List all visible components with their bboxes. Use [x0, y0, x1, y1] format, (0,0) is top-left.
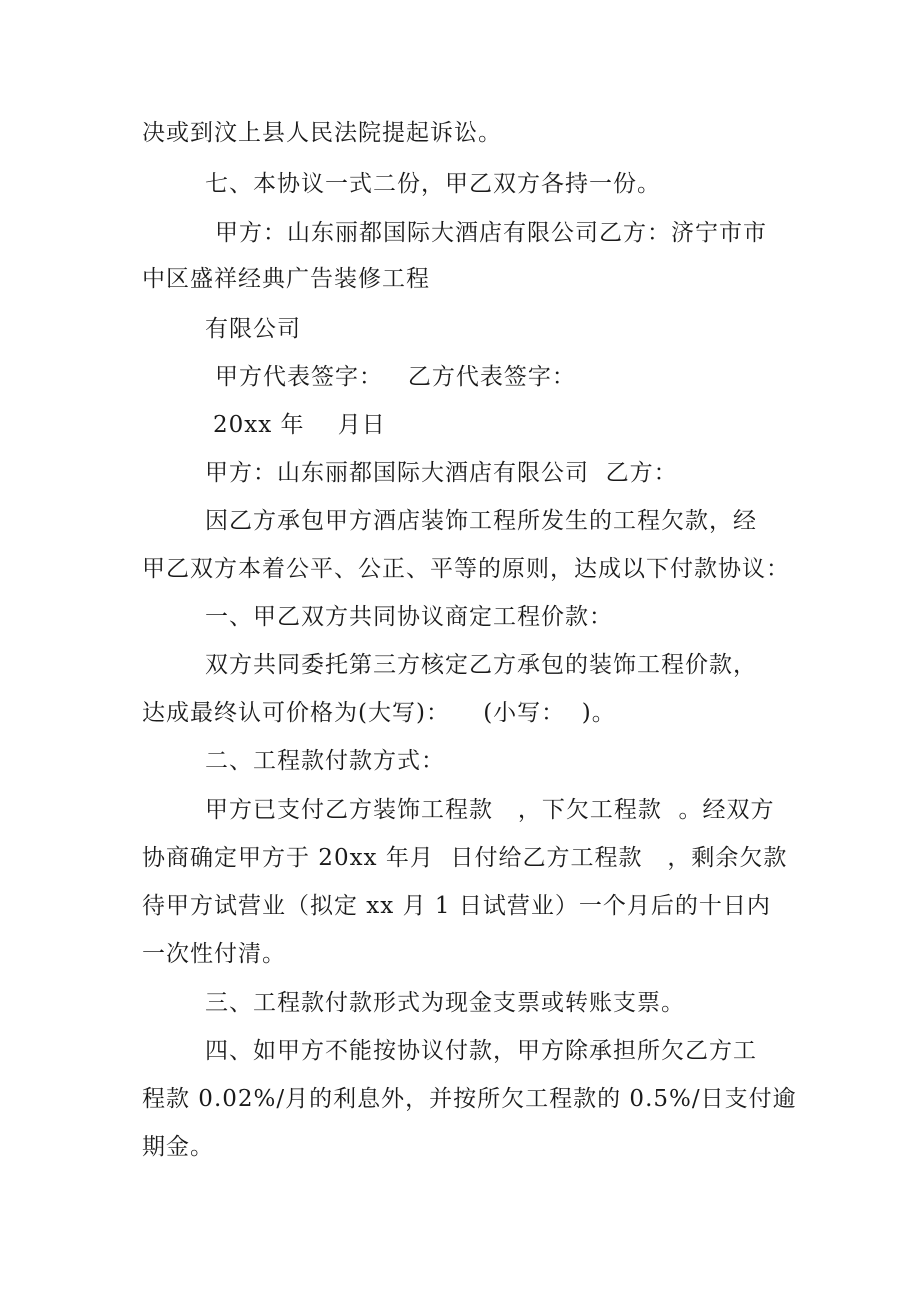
paragraph-line: 中区盛祥经典广告装修工程 [142, 266, 430, 292]
paragraph-line: 有限公司 [205, 316, 301, 342]
paragraph-line: 待甲方试营业（拟定 xx 月 1 日试营业）一个月后的十日内 [142, 893, 771, 919]
clause-seven: 七、本协议一式二份，甲乙双方各持一份。 [205, 171, 661, 197]
intro-paragraph: 甲乙双方本着公平、公正、平等的原则，达成以下付款协议： [142, 556, 790, 582]
paragraph-line: 双方共同委托第三方核定乙方承包的装饰工程价款， [205, 652, 757, 678]
party-a-b-line: 甲方：山东丽都国际大酒店有限公司乙方：济宁市市 [215, 220, 767, 246]
paragraph-line: 协商确定甲方于 20xx 年月 日付给乙方工程款 ，剩余欠款 [142, 845, 788, 871]
paragraph-line: 一次性付清。 [142, 941, 286, 967]
signature-line: 甲方代表签字： 乙方代表签字： [215, 364, 576, 390]
clause-four: 四、如甲方不能按协议付款，甲方除承担所欠乙方工 [205, 1038, 757, 1064]
paragraph-line: 期金。 [142, 1134, 214, 1160]
clause-three: 三、工程款付款形式为现金支票或转账支票。 [205, 990, 685, 1016]
paragraph-line: 甲方已支付乙方装饰工程款 ，下欠工程款 。经双方 [205, 797, 775, 823]
parties-header: 甲方：山东丽都国际大酒店有限公司 乙方： [205, 460, 678, 486]
clause-one: 一、甲乙双方共同协议商定工程价款： [205, 604, 613, 630]
clause-two: 二、工程款付款方式： [205, 748, 445, 774]
paragraph-line: 决或到汶上县人民法院提起诉讼。 [142, 120, 502, 146]
intro-paragraph: 因乙方承包甲方酒店装饰工程所发生的工程欠款，经 [205, 508, 757, 534]
paragraph-line: 程款 0.02%/月的利息外，并按所欠工程款的 0.5%/日支付逾 [142, 1086, 797, 1112]
date-line: 20xx 年 月日 [213, 412, 386, 438]
paragraph-line: 达成最终认可价格为(大写)： (小写： )。 [142, 700, 616, 726]
